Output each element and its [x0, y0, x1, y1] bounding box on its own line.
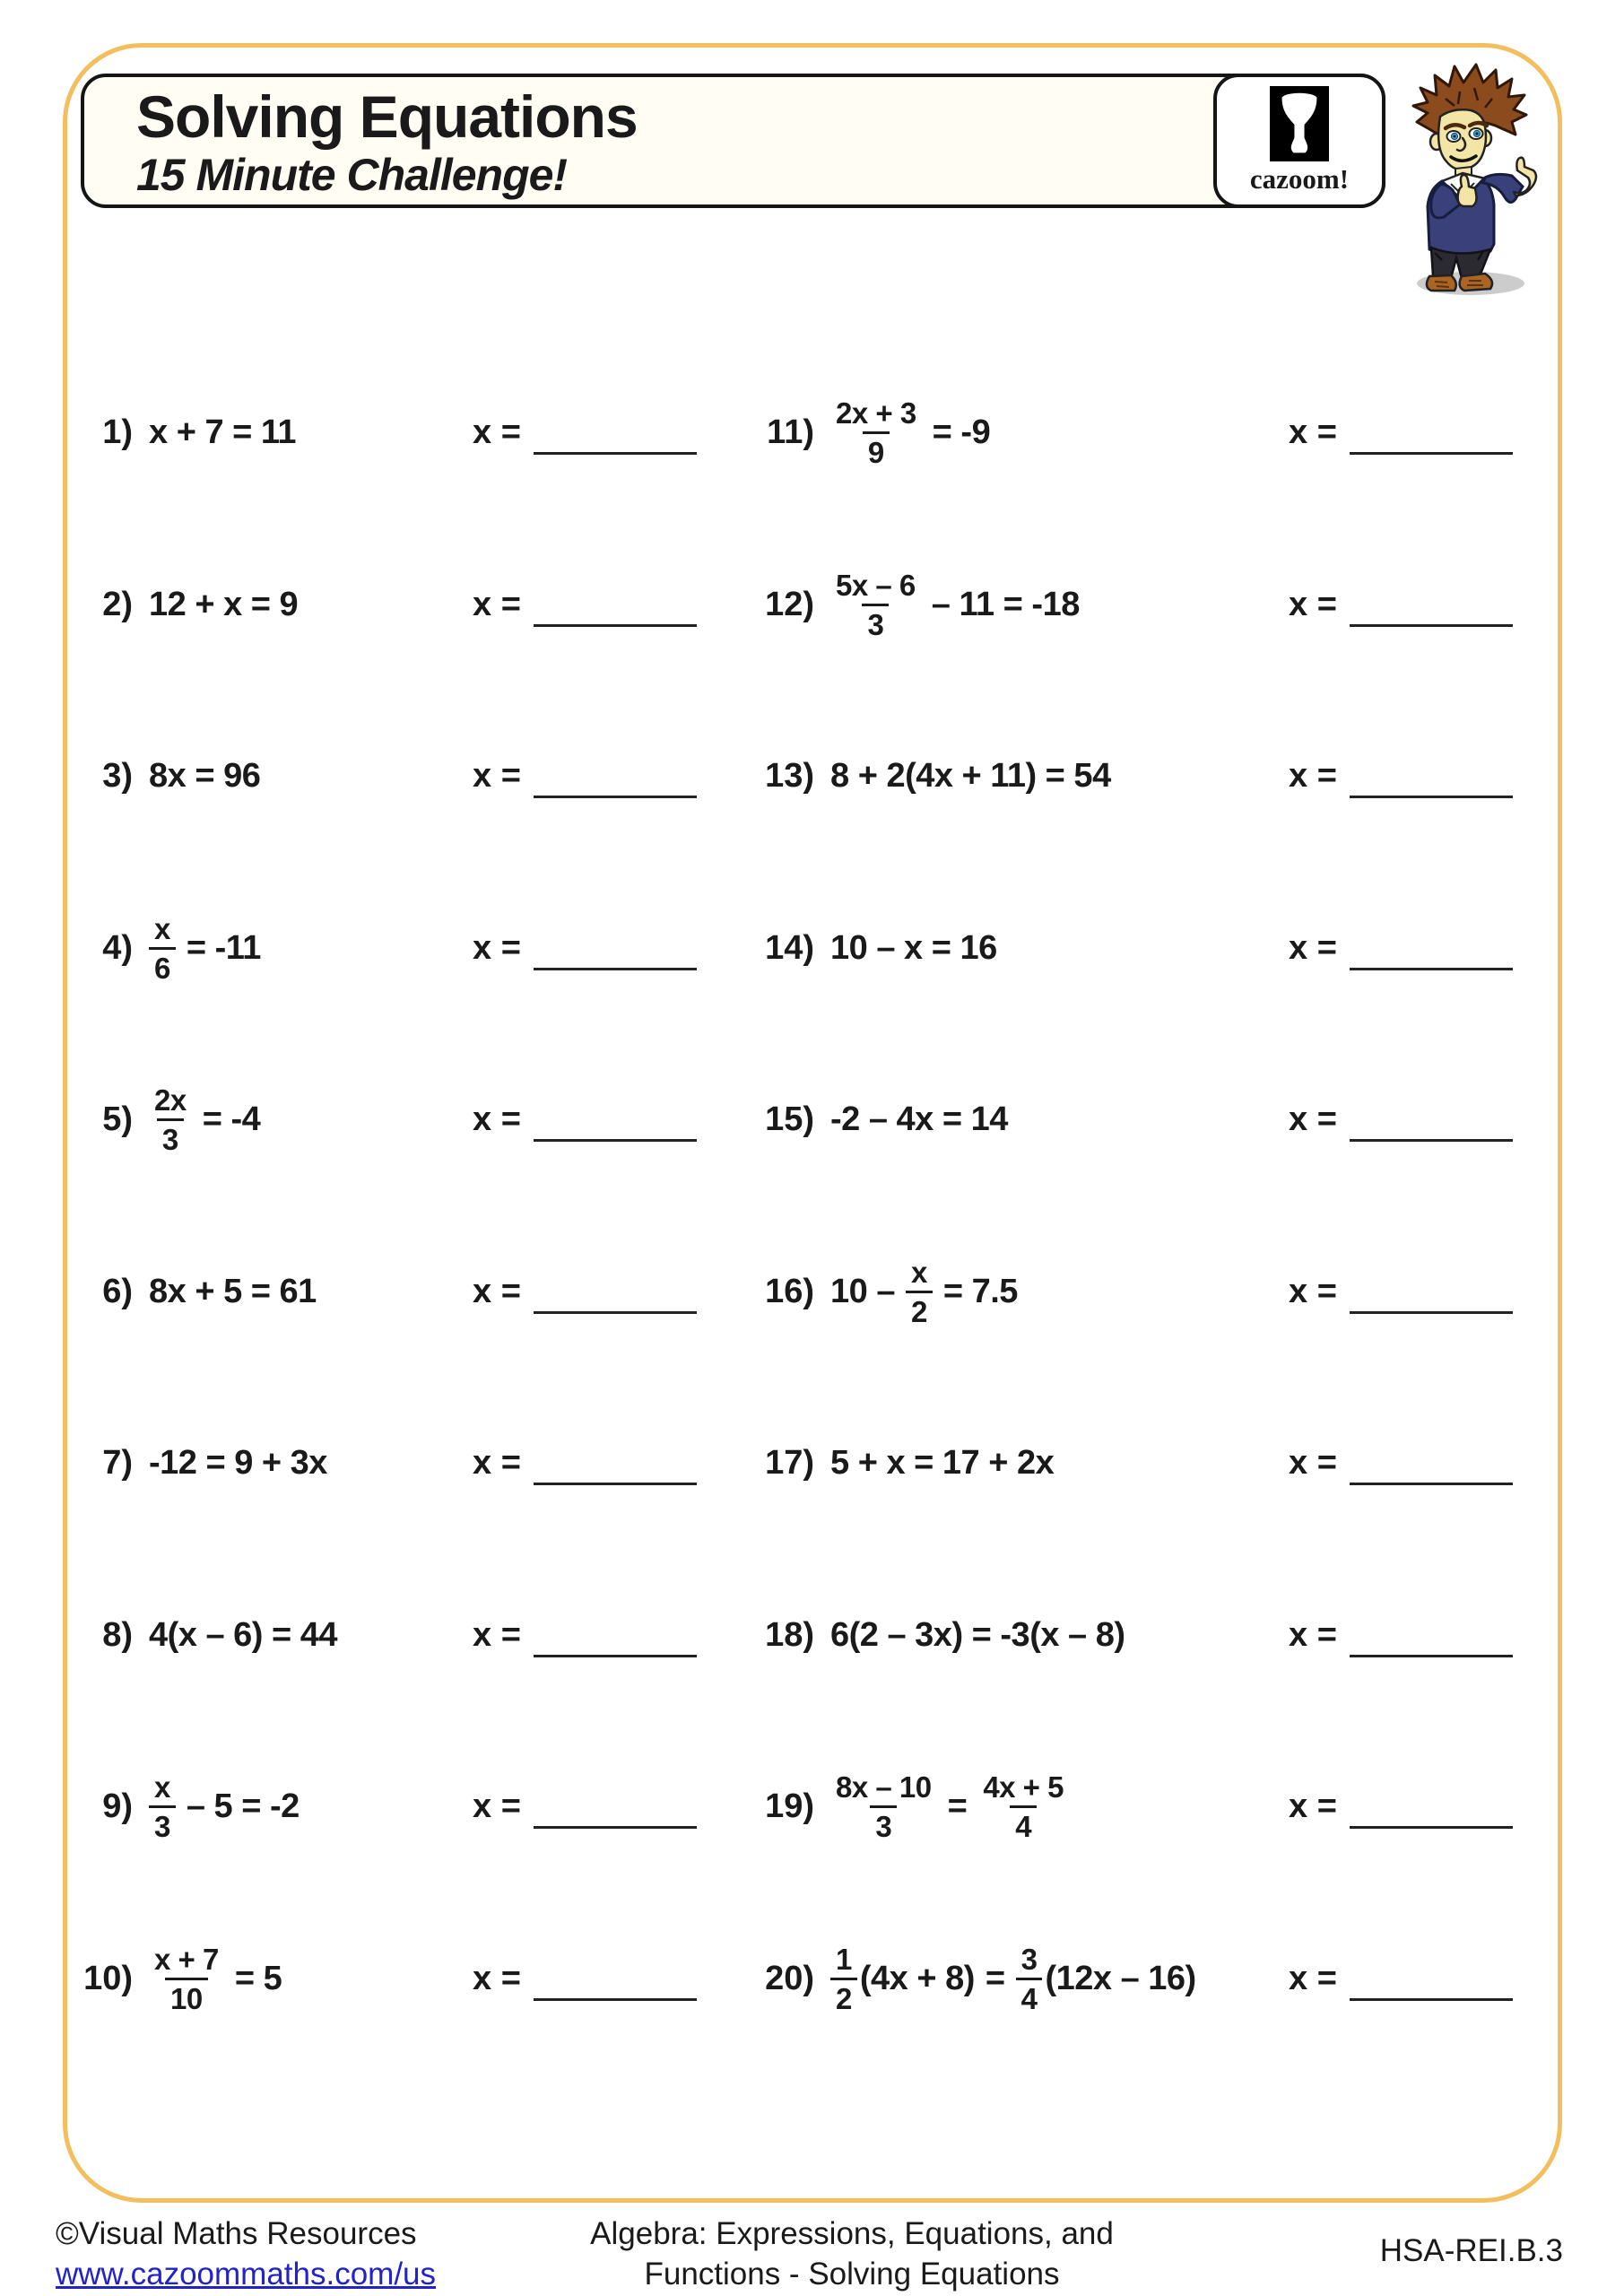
fraction-numerator: 2x + 3 — [836, 396, 916, 430]
equation-text: 10 – x = 16 — [830, 929, 997, 967]
fraction-denominator: 6 — [149, 947, 176, 983]
problem-number: 2) — [102, 585, 133, 623]
answer-blank-line — [1350, 1139, 1513, 1142]
equation-text: 6(2 – 3x) = -3(x – 8) — [830, 1616, 1125, 1654]
answer-blank-line — [1350, 1826, 1513, 1829]
equation-text: 8x = 96 — [149, 757, 261, 795]
answer-label: x = — [473, 1616, 521, 1654]
answer-blank-line — [534, 968, 697, 970]
answer-area — [473, 1961, 697, 1996]
problem-row — [81, 1377, 1542, 1549]
fraction — [830, 570, 921, 639]
answer-area — [1289, 1446, 1513, 1480]
problems-grid — [81, 0, 1542, 2296]
answer-area — [1289, 1789, 1513, 1823]
answer-blank-line — [534, 1483, 697, 1485]
answer-blank-line — [534, 1311, 697, 1314]
answer-label: x = — [473, 1960, 521, 1997]
answer-label: x = — [473, 1787, 521, 1825]
equation-text: = -9 — [932, 413, 991, 451]
answer-area — [473, 587, 697, 622]
equation-text: -2 – 4x = 14 — [830, 1100, 1008, 1138]
answer-area — [1289, 1102, 1513, 1136]
answer-blank-line — [534, 1655, 697, 1657]
fraction-denominator: 4 — [1010, 1805, 1037, 1841]
problem-number: 7) — [102, 1443, 133, 1482]
problem-number: 13) — [765, 756, 814, 795]
equation-text: 8 + 2(4x + 11) = 54 — [830, 757, 1111, 795]
problem-item — [81, 1892, 717, 2065]
answer-label: x = — [1289, 1616, 1337, 1654]
equation-text: 8x + 5 = 61 — [149, 1273, 317, 1310]
topic-line-1: Algebra: Expressions, Equations, and — [590, 2216, 1114, 2251]
answer-label: x = — [473, 1273, 521, 1310]
answer-label: x = — [1289, 1787, 1337, 1825]
answer-label: x = — [473, 413, 521, 451]
fraction-denominator: 3 — [870, 1805, 897, 1841]
answer-label: x = — [1289, 757, 1337, 795]
equation — [830, 570, 1080, 639]
equation — [149, 587, 298, 622]
equation-text: 5 + x = 17 + 2x — [830, 1444, 1055, 1482]
fraction — [149, 1944, 224, 2013]
problem-row — [81, 1033, 1542, 1205]
equation — [830, 1618, 1125, 1652]
problem-item — [762, 1720, 1542, 1892]
problem-item — [762, 1892, 1542, 2065]
answer-area — [1289, 931, 1513, 965]
fraction-numerator: 3 — [1020, 1942, 1038, 1976]
equation — [149, 911, 261, 985]
answer-blank-line — [534, 1139, 697, 1142]
problem-item — [762, 1205, 1542, 1378]
problem-number: 20) — [765, 1959, 814, 1997]
answer-label: x = — [473, 757, 521, 795]
answer-area — [473, 1618, 697, 1652]
equation — [149, 1085, 260, 1154]
problem-item — [81, 862, 717, 1034]
problem-row — [81, 862, 1542, 1034]
problem-number: 15) — [765, 1100, 814, 1138]
fraction-denominator: 4 — [1016, 1978, 1043, 2013]
fraction-denominator: 2 — [830, 1978, 857, 2013]
answer-area — [473, 931, 697, 965]
equation — [830, 398, 990, 467]
problem-row — [81, 518, 1542, 691]
answer-label: x = — [1289, 586, 1337, 623]
answer-area — [1289, 1274, 1513, 1309]
answer-area — [473, 1102, 697, 1136]
answer-label: x = — [473, 586, 521, 623]
fraction — [149, 1085, 192, 1154]
problem-number: 10) — [83, 1959, 133, 1997]
answer-area — [1289, 759, 1513, 793]
problem-number: 11) — [767, 413, 814, 451]
answer-area — [1289, 1961, 1513, 1996]
equation-text: -12 = 9 + 3x — [149, 1444, 327, 1482]
problem-row — [81, 690, 1542, 862]
problem-number: 1) — [102, 413, 133, 451]
topic-line-2: Functions - Solving Equations — [644, 2257, 1060, 2292]
answer-blank-line — [1350, 1483, 1513, 1485]
equation — [830, 759, 1111, 793]
problem-number: 16) — [765, 1272, 814, 1310]
equation — [149, 1772, 300, 1841]
fraction-denominator: 2 — [906, 1291, 933, 1326]
equation — [149, 1446, 327, 1480]
equation — [149, 1274, 317, 1309]
equation — [830, 1102, 1008, 1136]
equation-text: = 7.5 — [942, 1273, 1018, 1310]
fraction — [906, 1257, 933, 1326]
fraction-denominator: 3 — [149, 1805, 176, 1841]
fraction-denominator: 3 — [157, 1118, 184, 1154]
answer-blank-line — [1350, 452, 1513, 455]
answer-label: x = — [1289, 1444, 1337, 1482]
answer-label: x = — [473, 1444, 521, 1482]
problem-item — [81, 690, 717, 862]
problem-number: 17) — [765, 1443, 814, 1482]
answer-blank-line — [534, 796, 697, 798]
equation — [830, 1772, 1069, 1841]
fraction-numerator: x + 7 — [154, 1942, 219, 1976]
problem-item — [762, 346, 1542, 518]
fraction-denominator: 3 — [862, 604, 889, 639]
answer-blank-line — [1350, 1998, 1513, 2001]
cazoom-website-link[interactable]: www.cazoommaths.com/us — [56, 2257, 437, 2292]
fraction — [977, 1772, 1069, 1841]
answer-area — [1289, 415, 1513, 449]
answer-area — [473, 759, 697, 793]
equation — [149, 759, 260, 793]
fraction-numerator: 2x — [154, 1083, 187, 1117]
fraction-numerator: x — [154, 911, 170, 945]
problem-number: 5) — [102, 1100, 133, 1138]
answer-label: x = — [1289, 929, 1337, 967]
equation-text: = — [985, 1960, 1005, 1997]
problem-item — [81, 1205, 717, 1378]
fraction — [830, 1944, 857, 2013]
fraction-numerator: 1 — [836, 1942, 852, 1976]
problem-number: 19) — [765, 1787, 814, 1825]
fraction-numerator: 8x – 10 — [836, 1770, 932, 1804]
fraction-numerator: x — [154, 1770, 170, 1804]
problem-number: 12) — [765, 585, 814, 623]
problem-item — [762, 862, 1542, 1034]
answer-blank-line — [1350, 624, 1513, 627]
answer-area — [473, 1789, 697, 1823]
equation-text: 10 – — [830, 1273, 895, 1310]
fraction-denominator: 9 — [863, 431, 890, 467]
problem-item — [762, 1377, 1542, 1549]
equation — [149, 1944, 282, 2013]
problem-item — [81, 1549, 717, 1721]
standard-code: HSA-REI.B.3 — [1379, 2233, 1563, 2268]
answer-blank-line — [1350, 796, 1513, 798]
equation-text: = -11 — [186, 929, 261, 967]
answer-area — [473, 1446, 697, 1480]
equation-text: = 5 — [234, 1960, 282, 1997]
problem-row — [81, 1720, 1542, 1892]
footer-credit — [56, 2213, 436, 2294]
problem-number: 9) — [102, 1787, 133, 1825]
problem-item — [81, 346, 717, 518]
problem-number: 14) — [765, 928, 814, 967]
fraction-numerator: 4x + 5 — [983, 1770, 1064, 1804]
problem-row — [81, 346, 1542, 518]
answer-label: x = — [473, 1100, 521, 1138]
answer-blank-line — [1350, 968, 1513, 970]
problem-number: 3) — [102, 756, 133, 795]
fraction — [830, 398, 922, 467]
problem-number: 4) — [102, 928, 133, 967]
equation-text: 4(x – 6) = 44 — [149, 1616, 338, 1654]
problem-item — [762, 518, 1542, 691]
equation-text: (4x + 8) — [859, 1960, 975, 1997]
problem-item — [762, 1033, 1542, 1205]
answer-label: x = — [1289, 1960, 1337, 1997]
answer-blank-line — [534, 1826, 697, 1829]
answer-label: x = — [1289, 1273, 1337, 1310]
equation-text: 12 + x = 9 — [149, 586, 299, 623]
equation — [830, 1446, 1054, 1480]
problem-item — [81, 1720, 717, 1892]
problem-row — [81, 1205, 1542, 1378]
equation-text: = -4 — [202, 1100, 261, 1138]
answer-blank-line — [534, 1998, 697, 2001]
equation-text: = — [947, 1787, 968, 1825]
equation — [830, 931, 997, 965]
answer-blank-line — [1350, 1655, 1513, 1657]
answer-label: x = — [1289, 413, 1337, 451]
equation — [830, 1944, 1196, 2013]
problem-number: 18) — [765, 1615, 814, 1654]
problem-item — [762, 690, 1542, 862]
cazoom-logo-text: cazoom! — [1249, 163, 1350, 195]
fraction — [830, 1772, 937, 1841]
answer-area — [473, 415, 697, 449]
answer-blank-line — [1350, 1311, 1513, 1314]
fraction — [149, 911, 176, 985]
answer-area — [1289, 1618, 1513, 1652]
problem-row — [81, 1892, 1542, 2065]
page-subtitle: 15 Minute Challenge! — [136, 150, 568, 200]
fraction — [149, 1772, 176, 1841]
problem-item — [81, 518, 717, 691]
answer-blank-line — [534, 452, 697, 455]
equation — [149, 1618, 337, 1652]
problem-number: 8) — [102, 1615, 133, 1654]
problem-item — [81, 1377, 717, 1549]
fraction-numerator: x — [910, 1255, 927, 1289]
answer-label: x = — [1289, 1100, 1337, 1138]
equation-text: (12x – 16) — [1045, 1960, 1196, 1997]
fraction-numerator: 5x – 6 — [836, 568, 916, 602]
equation-text: – 11 = -18 — [931, 586, 1080, 623]
answer-area — [473, 1274, 697, 1309]
fraction-denominator: 10 — [165, 1978, 208, 2013]
copyright-text: ©Visual Maths Resources — [56, 2216, 417, 2251]
problem-item — [81, 1033, 717, 1205]
answer-blank-line — [534, 624, 697, 627]
equation — [149, 415, 296, 449]
equation — [830, 1257, 1018, 1326]
problem-number: 6) — [102, 1272, 133, 1310]
answer-label: x = — [473, 929, 521, 967]
problem-item — [762, 1549, 1542, 1721]
equation-text: – 5 = -2 — [186, 1787, 300, 1825]
answer-area — [1289, 587, 1513, 622]
problem-row — [81, 1549, 1542, 1721]
fraction — [1016, 1944, 1043, 2013]
equation-text: x + 7 = 11 — [149, 413, 297, 451]
page-title: Solving Equations — [136, 83, 638, 150]
footer-topic — [590, 2213, 1114, 2294]
